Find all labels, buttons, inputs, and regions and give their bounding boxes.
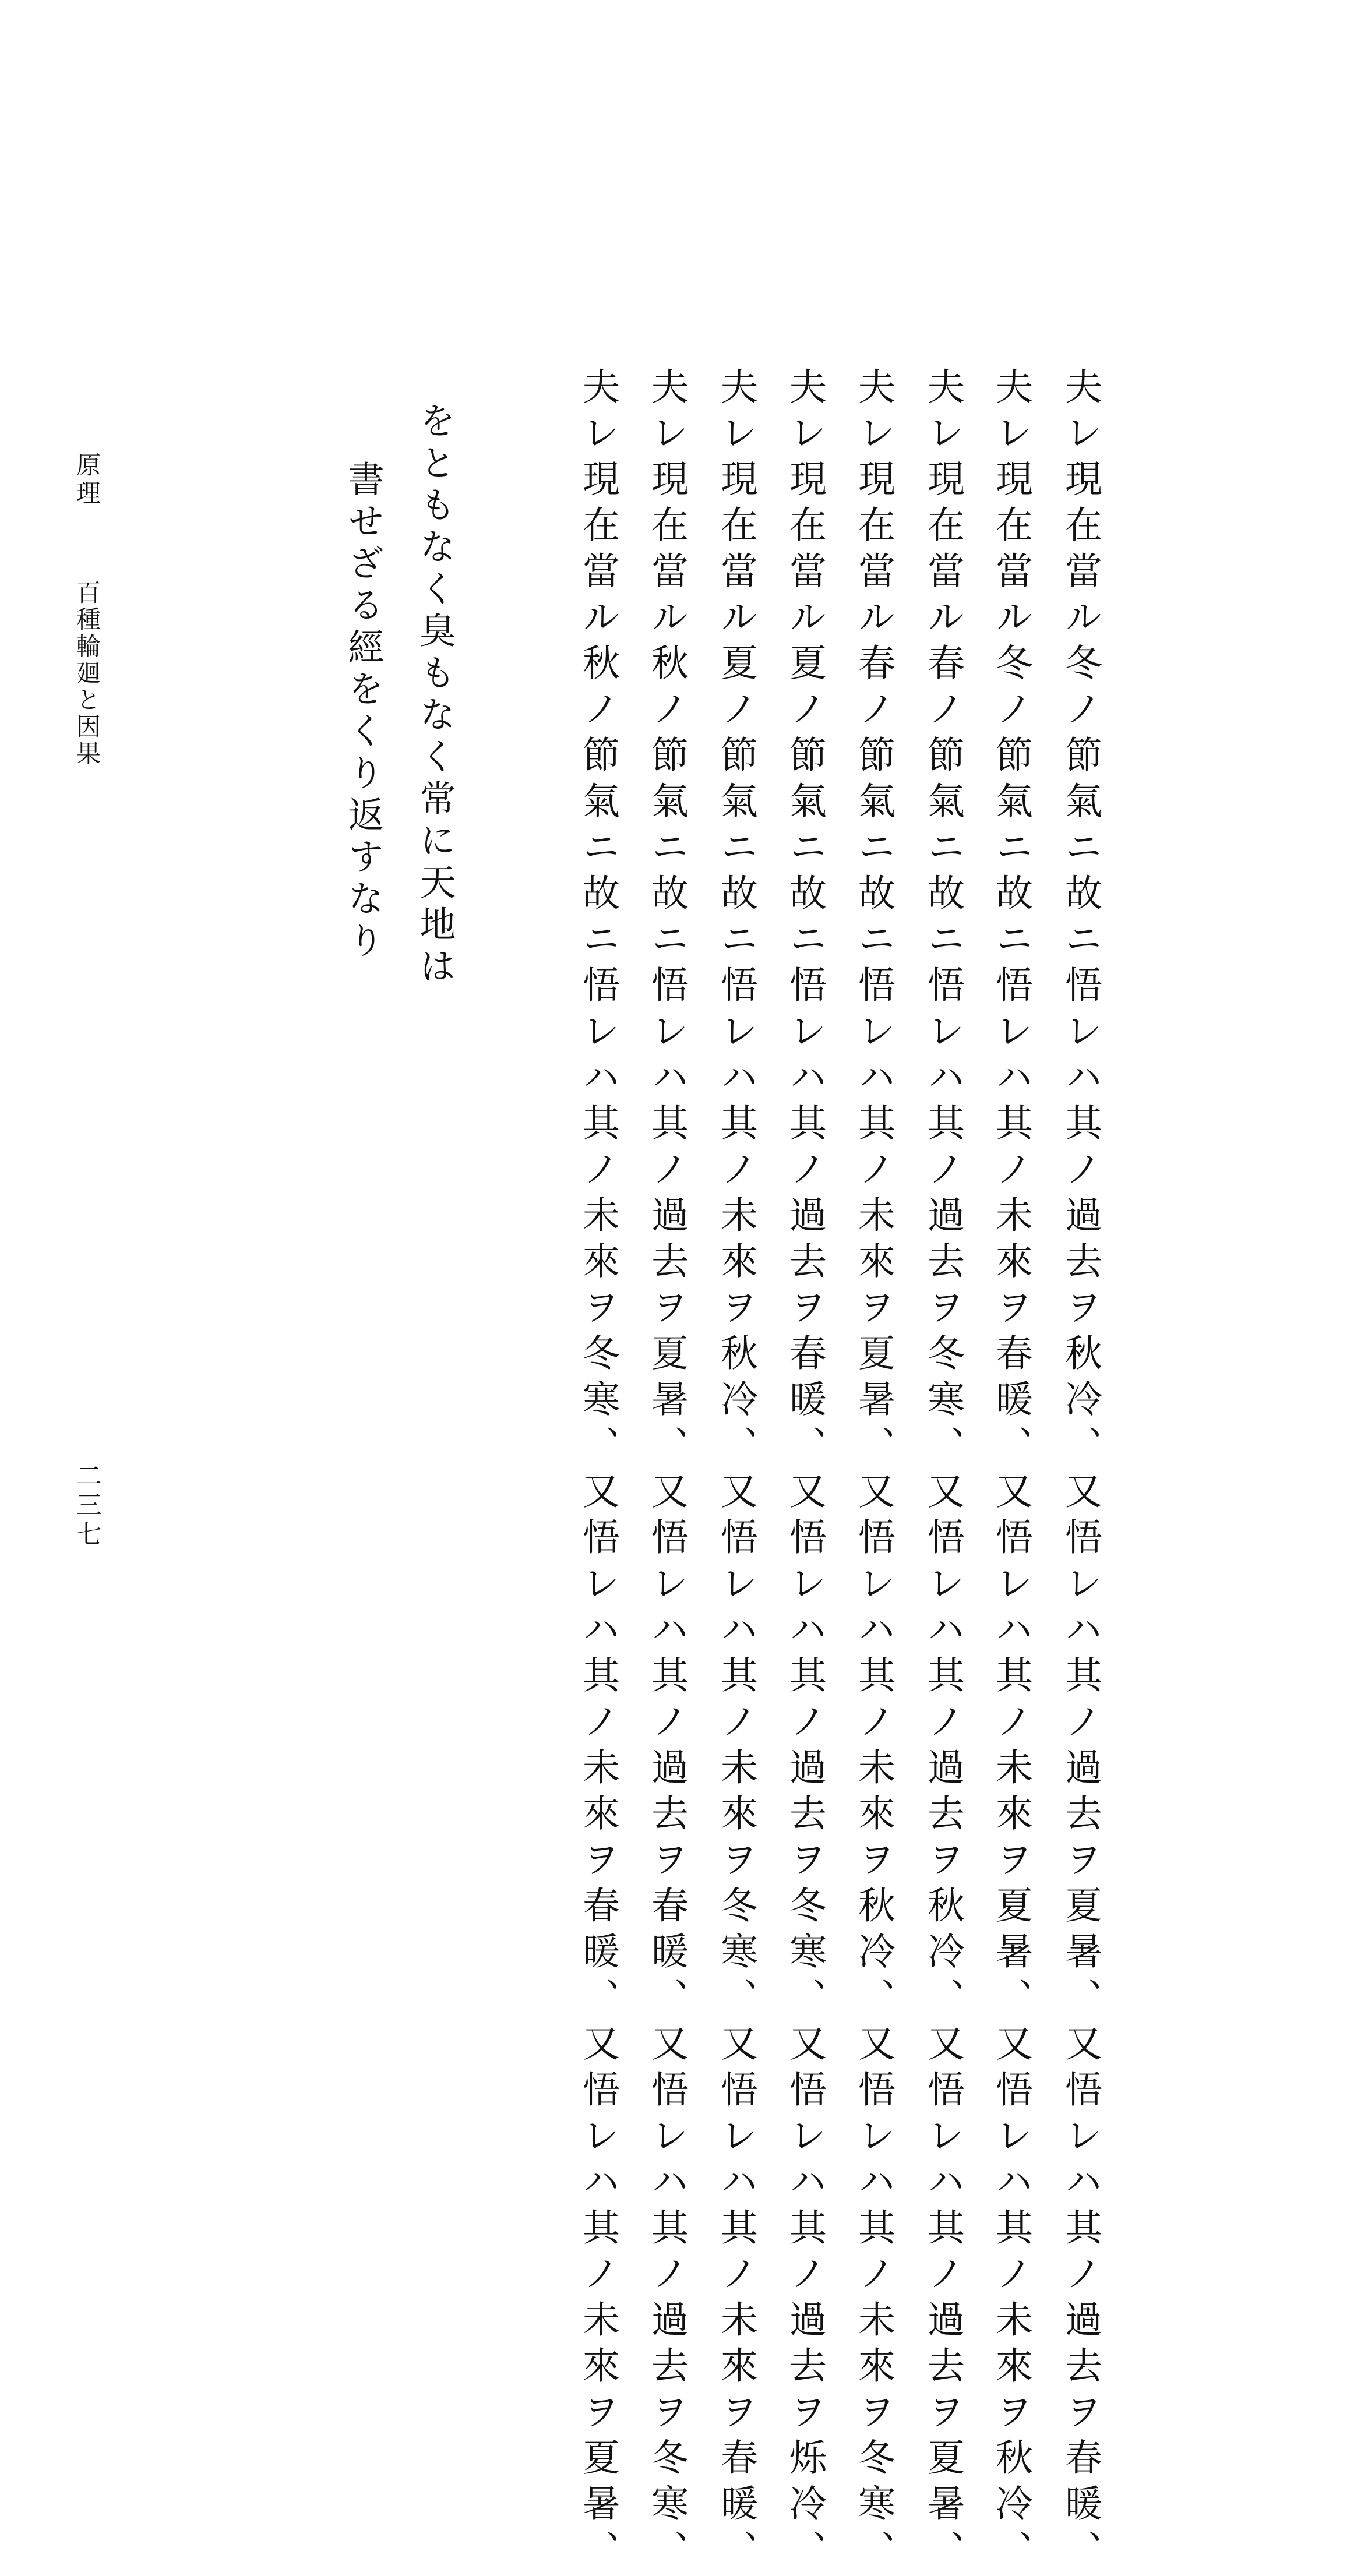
kanbun-column-2: 夫レ現在當ル冬ノ節氣ニ故ニ悟レハ其ノ未來ヲ春暖、又悟レハ其ノ未來ヲ夏暑、又悟レハ其ノ未來ヲ秋冷、 [989,367,1032,2576]
running-head-section: 百種輪廻と因果 [73,580,101,767]
kanbun-column-5: 夫レ現在當ル夏ノ節氣ニ故ニ悟レハ其ノ過去ヲ春暖、又悟レハ其ノ過去ヲ冬寒、又悟レハ其ノ過去ヲ烁冷、 [783,367,826,2576]
poem-line-2: 書せざる經をくり返すなり [342,460,385,964]
page-number: 二三七 [72,1462,101,1550]
kanbun-column-8: 夫レ現在當ル秋ノ節氣ニ故ニ悟レハ其ノ未來ヲ冬寒、又悟レハ其ノ未來ヲ春暖、又悟レハ其ノ未來ヲ夏暑、 [576,367,619,2576]
running-head-chapter: 原理 [73,452,101,508]
kanbun-column-3: 夫レ現在當ル春ノ節氣ニ故ニ悟レハ其ノ過去ヲ冬寒、又悟レハ其ノ過去ヲ秋冷、又悟レハ其ノ過去ヲ夏暑、 [921,367,964,2576]
kanbun-column-1: 夫レ現在當ル冬ノ節氣ニ故ニ悟レハ其ノ過去ヲ秋冷、又悟レハ其ノ過去ヲ夏暑、又悟レハ其ノ過去ヲ春暖、 [1059,367,1102,2576]
kanbun-column-6: 夫レ現在當ル夏ノ節氣ニ故ニ悟レハ其ノ未來ヲ秋冷、又悟レハ其ノ未來ヲ冬寒、又悟レハ其ノ未來ヲ春暖、 [714,367,757,2576]
kanbun-column-7: 夫レ現在當ル秋ノ節氣ニ故ニ悟レハ其ノ過去ヲ夏暑、又悟レハ其ノ過去ヲ春暖、又悟レハ其ノ過去ヲ冬寒、 [645,367,688,2576]
kanbun-column-4: 夫レ現在當ル春ノ節氣ニ故ニ悟レハ其ノ未來ヲ夏暑、又悟レハ其ノ未來ヲ秋冷、又悟レハ其ノ未來ヲ冬寒、 [852,367,895,2576]
poem-line-1: をともなく臭もなく常に天地は [414,402,456,989]
